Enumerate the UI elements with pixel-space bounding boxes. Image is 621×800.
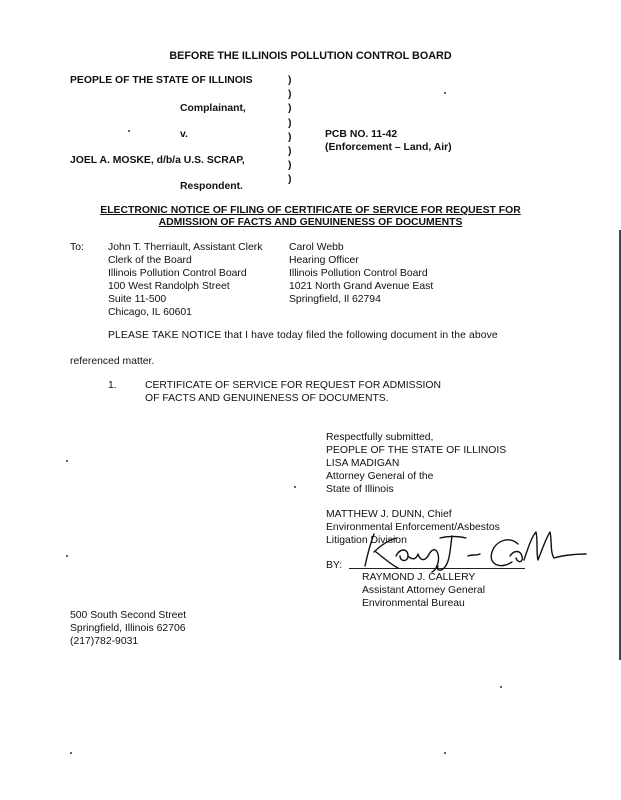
paren-1: ) <box>288 75 292 86</box>
division-line: MATTHEW J. DUNN, Chief <box>326 509 452 520</box>
division-line: Litigation Division <box>326 535 407 546</box>
address-line: Springfield, Illinois 62706 <box>70 623 186 634</box>
notice-text-line1: PLEASE TAKE NOTICE that I have today filed the following document in the above <box>108 330 498 341</box>
paren-4: ) <box>288 117 292 129</box>
recipient-officer-line: Illinois Pollution Control Board <box>289 268 428 279</box>
submitted-line: LISA MADIGAN <box>326 458 400 469</box>
item-text-line1: CERTIFICATE OF SERVICE FOR REQUEST FOR ADMISSION <box>145 380 441 391</box>
notice-text-line2: referenced matter. <box>70 356 155 367</box>
handwritten-signature <box>340 526 590 576</box>
address-block <box>70 609 186 648</box>
paren-6: ) <box>288 145 292 157</box>
scan-speck <box>444 92 446 94</box>
division-line: Environmental Enforcement/Asbestos <box>326 522 500 533</box>
scan-speck <box>128 130 130 132</box>
paren-2: ) <box>288 89 292 101</box>
recipient-clerk-line: Clerk of the Board <box>108 255 192 266</box>
recipient-clerk-line: Suite 11-500 <box>108 294 167 305</box>
recipient-officer-line: Carol Webb <box>289 242 344 253</box>
submitted-line: Attorney General of the <box>326 471 434 482</box>
scan-speck <box>294 486 296 488</box>
scan-speck <box>66 555 68 557</box>
defendant-name: JOEL A. MOSKE, d/b/a U.S. SCRAP, <box>70 155 245 166</box>
recipient-clerk-line: Chicago, IL 60601 <box>108 307 192 318</box>
plaintiff-name: PEOPLE OF THE STATE OF ILLINOIS <box>70 75 253 86</box>
signer-line: Environmental Bureau <box>362 598 465 609</box>
caption-parentheses <box>288 74 291 188</box>
submitted-block <box>326 431 506 496</box>
submitted-line: State of Illinois <box>326 484 394 495</box>
address-line: (217)782-9031 <box>70 636 139 647</box>
item-number: 1. <box>108 380 117 391</box>
paren-8: ) <box>288 174 292 186</box>
scan-speck <box>444 752 446 754</box>
complainant-label: Complainant, <box>180 103 246 114</box>
versus-label: v. <box>180 129 188 140</box>
recipient-clerk-line: John T. Therriault, Assistant Clerk <box>108 242 263 253</box>
paren-5: ) <box>288 131 292 143</box>
respondent-label: Respondent. <box>180 181 243 192</box>
paren-3: ) <box>288 103 292 115</box>
item-text-line2: OF FACTS AND GENUINENESS OF DOCUMENTS. <box>145 393 389 404</box>
recipient-officer-line: Springfield, Il 62794 <box>289 294 381 305</box>
notice-heading-line1: ELECTRONIC NOTICE OF FILING OF CERTIFICATE OF SERVICE FOR REQUEST FOR <box>100 205 521 216</box>
scan-speck <box>500 686 502 688</box>
submitted-line: PEOPLE OF THE STATE OF ILLINOIS <box>326 445 507 456</box>
address-line: 500 South Second Street <box>70 610 187 621</box>
case-type: (Enforcement – Land, Air) <box>325 142 452 153</box>
paren-7: ) <box>288 160 292 172</box>
signer-line: Assistant Attorney General <box>362 585 486 596</box>
case-number: PCB NO. 11-42 <box>325 129 398 140</box>
recipient-officer-line: Hearing Officer <box>289 255 359 266</box>
recipient-clerk <box>108 241 262 319</box>
recipient-hearing-officer <box>289 241 433 306</box>
scan-speck <box>66 460 68 462</box>
scan-speck <box>70 752 72 754</box>
by-label: BY: <box>326 560 343 571</box>
document-title: BEFORE THE ILLINOIS POLLUTION CONTROL BOARD <box>169 50 452 62</box>
notice-heading-line2: ADMISSION OF FACTS AND GENUINENESS OF DOCUMENTS <box>158 217 463 228</box>
recipient-clerk-line: Illinois Pollution Control Board <box>108 268 247 279</box>
to-label: To: <box>70 242 84 253</box>
signer-block <box>362 571 485 610</box>
signer-line: RAYMOND J. CALLERY <box>362 572 476 583</box>
recipient-clerk-line: 100 West Randolph Street <box>108 281 230 292</box>
recipient-officer-line: 1021 North Grand Avenue East <box>289 281 434 292</box>
submitted-line: Respectfully submitted, <box>326 432 434 443</box>
